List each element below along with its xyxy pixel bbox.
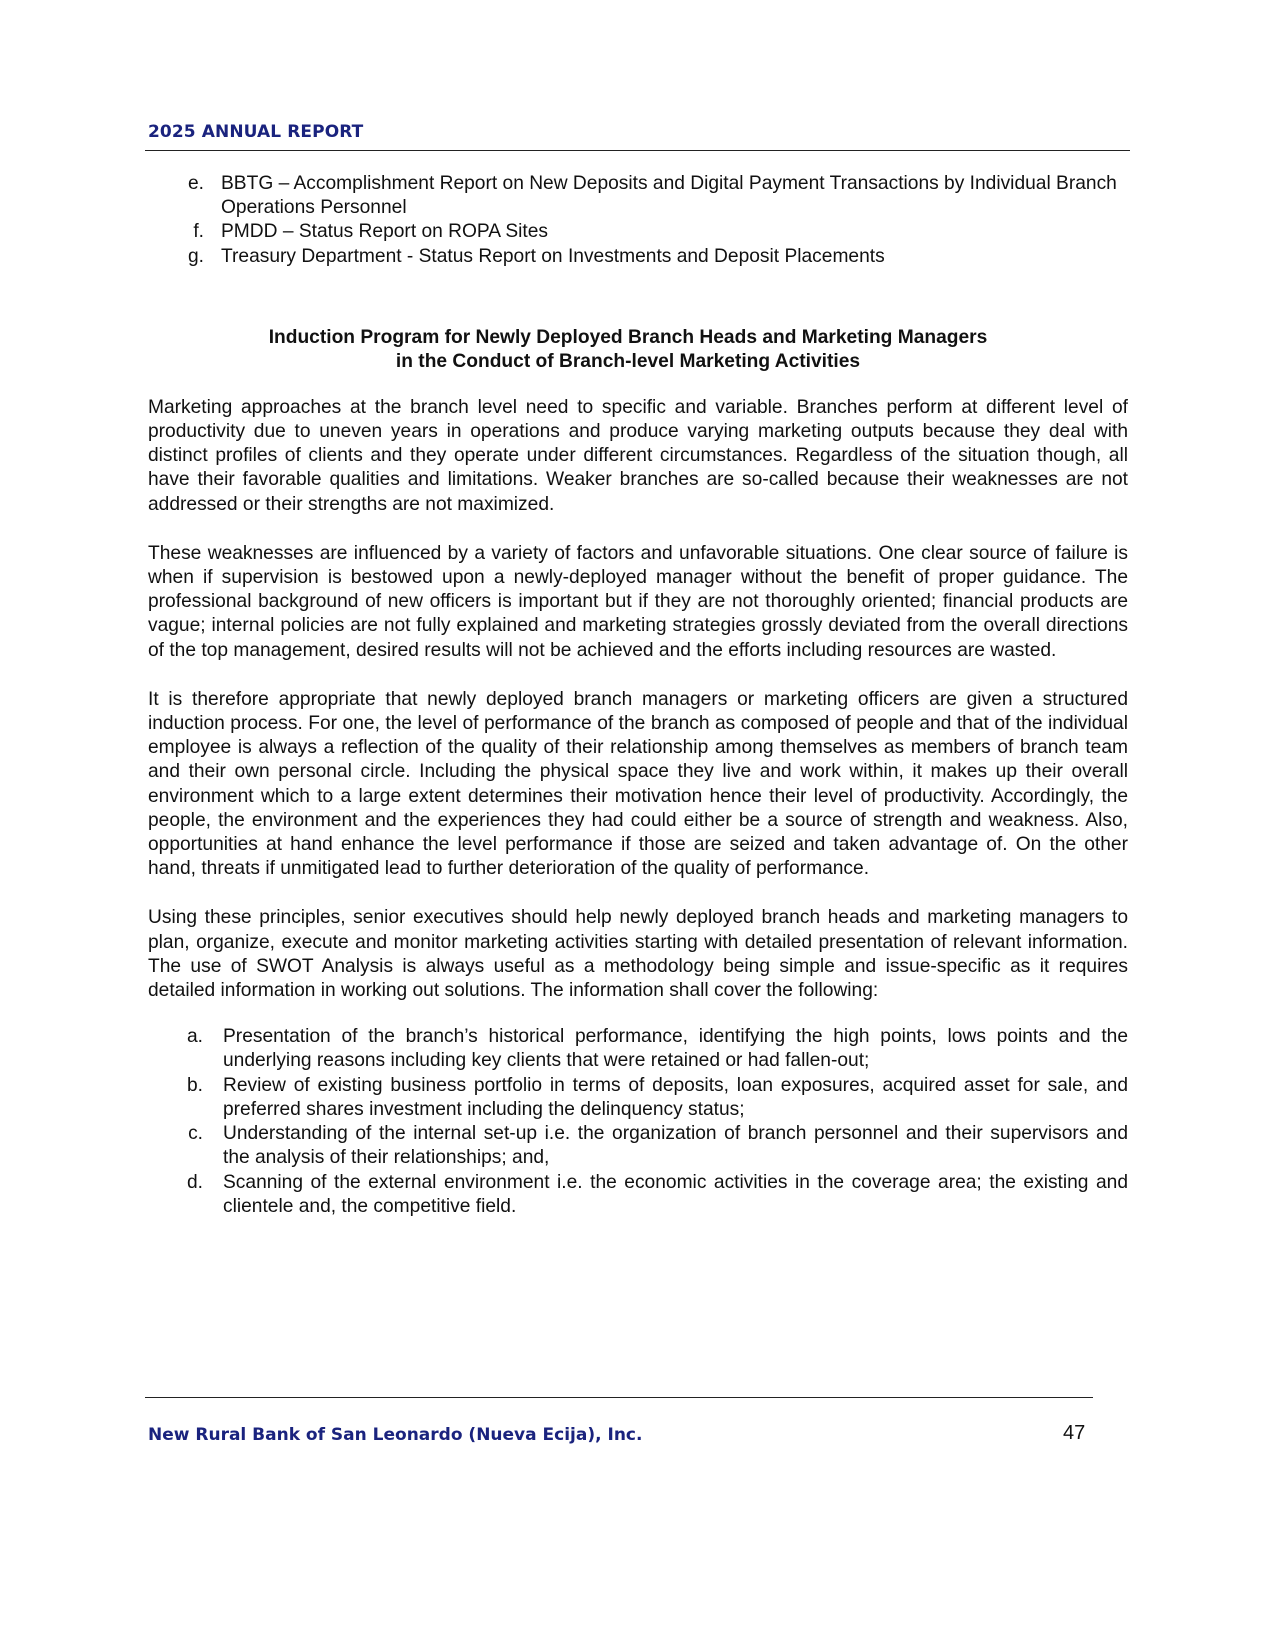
list-marker: g. [187, 245, 204, 267]
list-item [148, 1025, 1128, 1073]
list-marker: c. [188, 1123, 203, 1145]
page-number: 47 [1063, 1422, 1086, 1444]
body-paragraph-3: It is therefore appropriate that newly deployed branch managers or marketing officers are given a structured induction process. For one, the level of performance of the branch as composed of people and that of the individual employee is always a reflection of the quality of their relationship among themselves as members of branch team and their own personal circle. Including the physical space they live and work within, it makes up their overall environment which to a large extent determines their motivation hence their level of productivity. Accordingly, the people, the environment and the experiences they had could either be a source of strength and weakness. Also, opportunities at hand enhance the level performance if those are seized and taken advantage of. On the other hand, threats if unmitigated lead to further deterioration of the quality of performance. [148, 688, 1128, 880]
list-item [148, 1171, 1128, 1219]
list-marker: e. [187, 173, 204, 194]
list-item [148, 1074, 1128, 1122]
body-paragraph-4: Using these principles, senior executives should help newly deployed branch heads and marketing managers to plan, organize, execute and monitor marketing activities starting with detailed presentation of relevant information. The use of SWOT Analysis is always useful as a methodology being simple and issue-specific as it requires detailed information in working out solutions. The information shall cover the following: [148, 907, 1128, 1002]
footer-organization-name: New Rural Bank of San Leonardo (Nueva Ecija), Inc. [148, 1425, 643, 1445]
report-header-title: 2025 ANNUAL REPORT [148, 122, 364, 142]
section-heading [128, 326, 1128, 374]
list-item-text: Understanding of the internal set-up i.e. the organization of branch personnel and their supervisors and the analysis of their relationships; and, [223, 1123, 1128, 1169]
list-item-text: Review of existing business portfolio in terms of deposits, loan exposures, acquired asset for sale, and preferred shares investment including the delinquency status; [223, 1074, 1128, 1120]
list-marker: d. [186, 1171, 203, 1193]
body-paragraph-1: Marketing approaches at the branch level need to specific and variable. Branches perform at different level of productivity due to uneven years in operations and produce varying marketing outputs because they deal with distinct profiles of clients and they operate under different circumstances. Regardless of the situation though, all have their favorable qualities and limitations. Weaker branches are so-called because their weaknesses are not addressed or their strengths are not maximized. [148, 396, 1128, 515]
page-content [148, 172, 1128, 1219]
list-marker: b. [186, 1074, 203, 1096]
list-marker: a. [186, 1026, 203, 1048]
list-item-text: Scanning of the external environment i.e. the economic activities in the coverage area; the existing and clientele and, the competitive field. [223, 1171, 1128, 1217]
swot-information-list [148, 1025, 1128, 1219]
section-heading-line-1: Induction Program for Newly Deployed Branch Heads and Marketing Managers [268, 326, 988, 348]
footer-divider [145, 1397, 1093, 1398]
list-item [148, 1122, 1128, 1170]
header-divider [145, 150, 1130, 151]
section-heading-line-2: in the Conduct of Branch-level Marketing Activities [395, 350, 861, 372]
list-marker: f. [193, 221, 204, 243]
list-item-text: PMDD – Status Report on ROPA Sites [221, 221, 549, 243]
body-paragraph-2: These weaknesses are influenced by a variety of factors and unfavorable situations. One clear source of failure is when if supervision is bestowed upon a newly-deployed manager without the benefit of proper guidance. The professional background of new officers is important but if they are not thoroughly oriented; financial products are vague; internal policies are not fully explained and marketing strategies grossly deviated from the overall directions of the top management, desired results will not be achieved and the efforts including resources are wasted. [148, 542, 1128, 661]
list-item [148, 220, 1128, 244]
list-item [148, 172, 1128, 220]
continued-report-list [148, 172, 1128, 269]
list-item-text: BBTG – Accomplishment Report on New Deposits and Digital Payment Transactions by Individual Branch Operations Personnel [221, 173, 1117, 219]
list-item-text: Treasury Department - Status Report on Investments and Deposit Placements [221, 245, 885, 267]
list-item-text: Presentation of the branch’s historical performance, identifying the high points, lows points and the underlying reasons including key clients that were retained or had fallen-out; [223, 1026, 1128, 1072]
list-item [148, 245, 1128, 269]
